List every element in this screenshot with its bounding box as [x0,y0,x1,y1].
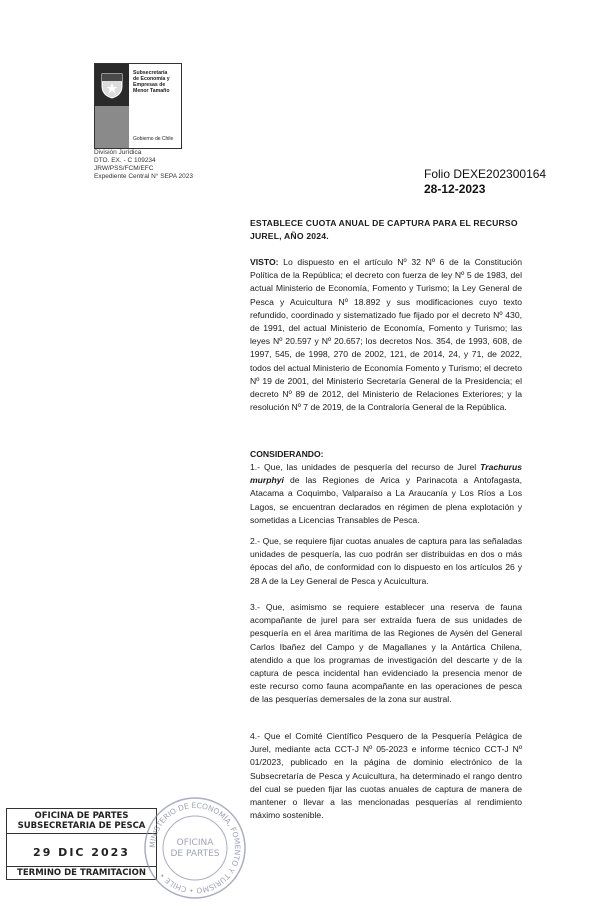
visto-text: Lo dispuesto en el artículo Nº 32 Nº 6 de la Constitución Política de la República; el decreto con fuerza de ley Nº 5 de 1983, del actual Ministerio de Economía, Fomento y Turismo; la Ley General de Pesca y Acuicultura Nº 18.892 y sus modificaciones cuyo texto refundido, coordinado y sistematizado fue fijado por el decreto Nº 430, de 1991, del actual Ministerio de Economía, Fomento y Turismo; las leyes Nº 20.597 y Nº 20.657; los decretos Nos. 354, de 1993, 608, de 1997, 545, de 1998, 270 de 2002, 121, de 2014, 24, y 71, de 2022, todos del actual Ministerio de Economía Fomento y Turismo; el decreto Nº 19 de 2001, del Ministerio Secretaría General de la Presidencia; el decreto Nº 89 de 2012, del Ministerio de Relaciones Exteriores; y la resolución Nº 7 de 2019, de la Contraloría General de la República. [250,257,522,413]
stamp-date: 29 DIC 2023 [33,846,130,859]
round-stamp-ring-text: MINISTERIO DE ECONOMÍA, FOMENTO Y TURISMO • CHILE • [147,800,243,896]
government-logo [94,63,182,149]
stamp-line-2: SUBSECRETARIA DE PESCA [17,821,146,831]
document-title: ESTABLECE CUOTA ANUAL DE CAPTURA PARA EL RECURSO JUREL, AÑO 2024. [250,218,518,241]
logo-line: Subsecretaría [133,70,168,76]
visto-paragraph [250,256,522,414]
considerando-paragraph-4: 4.- Que el Comité Científico Pesquero de la Pesquería Pelágica de Jurel, mediante acta CCT-J Nº 05-2023 e informe técnico CCT-J Nº 01/2023, publicado en la página de dominio electrónico de la Subsecretaría de Pesca y Acuicultura, ha determinado el rango dentro del cual se pueden fijar las cuotas anuales de captura de manera de mantener o llevar a las mencionadas pesquerías al rendimiento máximo sostenible. [250,731,522,821]
ref-line: Expediente Central N° SEPA 2023 [94,173,193,180]
folio-block [424,167,546,197]
considerando-paragraph-2: 2.- Que, se requiere fijar cuotas anuales de captura para las señaladas unidades de pesquería, las cuo podrán ser distribuidas en dos o más épocas del año, de conformidad con lo dispuesto en los artículos 26 y 28 A de la Ley General de Pesca y Acuicultura. [250,536,522,586]
logo-text [133,70,181,94]
round-stamp-center-2: DE PARTES [170,849,220,859]
reference-block [94,149,193,181]
stamp-line-3: TERMINO DE TRAMITACION [7,866,156,878]
office-stamp [6,808,157,880]
logo-line: Menor Tamaño [133,88,170,94]
logo-line: de Economía y [133,76,170,82]
coat-of-arms-icon [99,70,125,100]
logo-footer: Gobierno de Chile [133,136,174,142]
ref-line: DTO. EX. - C 109234 [94,157,156,164]
ministry-round-stamp [140,793,250,903]
folio-number: Folio DEXE202300164 [424,167,547,181]
round-stamp-center-1: OFICINA [176,838,214,848]
folio-date: 28-12-2023 [424,182,486,196]
species-name: Trachurus murphyi [250,462,522,486]
stamp-line-1: OFICINA DE PARTES [34,811,129,821]
considerando-paragraph-3: 3.- Que, asimismo se requiere establecer una reserva de fauna acompañante de jurel para ser extraída fuera de sus unidades de pesquería en el área marítima de las Regiones de Aysén del General Carlos Ibañez del Campo y de Magallanes y la Antártica Chilena, atendido a que los programas de investigación del descarte y de la captura de pesca incidental han evidenciado la presencia menor de este recurso como fauna acompañante en las operaciones de pesca de las pesquerías demersales de la zona sur austral. [250,602,522,705]
logo-line: Empresas de [133,82,166,88]
paragraph-text: 1.- Que, las unidades de pesquería del recurso de Jurel [250,462,481,472]
considerando-heading: CONSIDERANDO: [250,449,324,459]
considerando-paragraph-1 [250,461,522,527]
paragraph-text: de las Regiones de Arica y Parinacota a Antofagasta, Atacama a Coquimbo, Valparaíso a La Araucanía y Los Ríos a Los Lagos, se encuentran declarados en régimen de plena explotación y sometidas a Licencias Transables de Pesca. [250,475,522,525]
ref-line: División Jurídica [94,149,142,156]
visto-label: VISTO: [250,257,279,267]
ref-line: JRW/PSS/FCM/EFC [94,165,154,172]
